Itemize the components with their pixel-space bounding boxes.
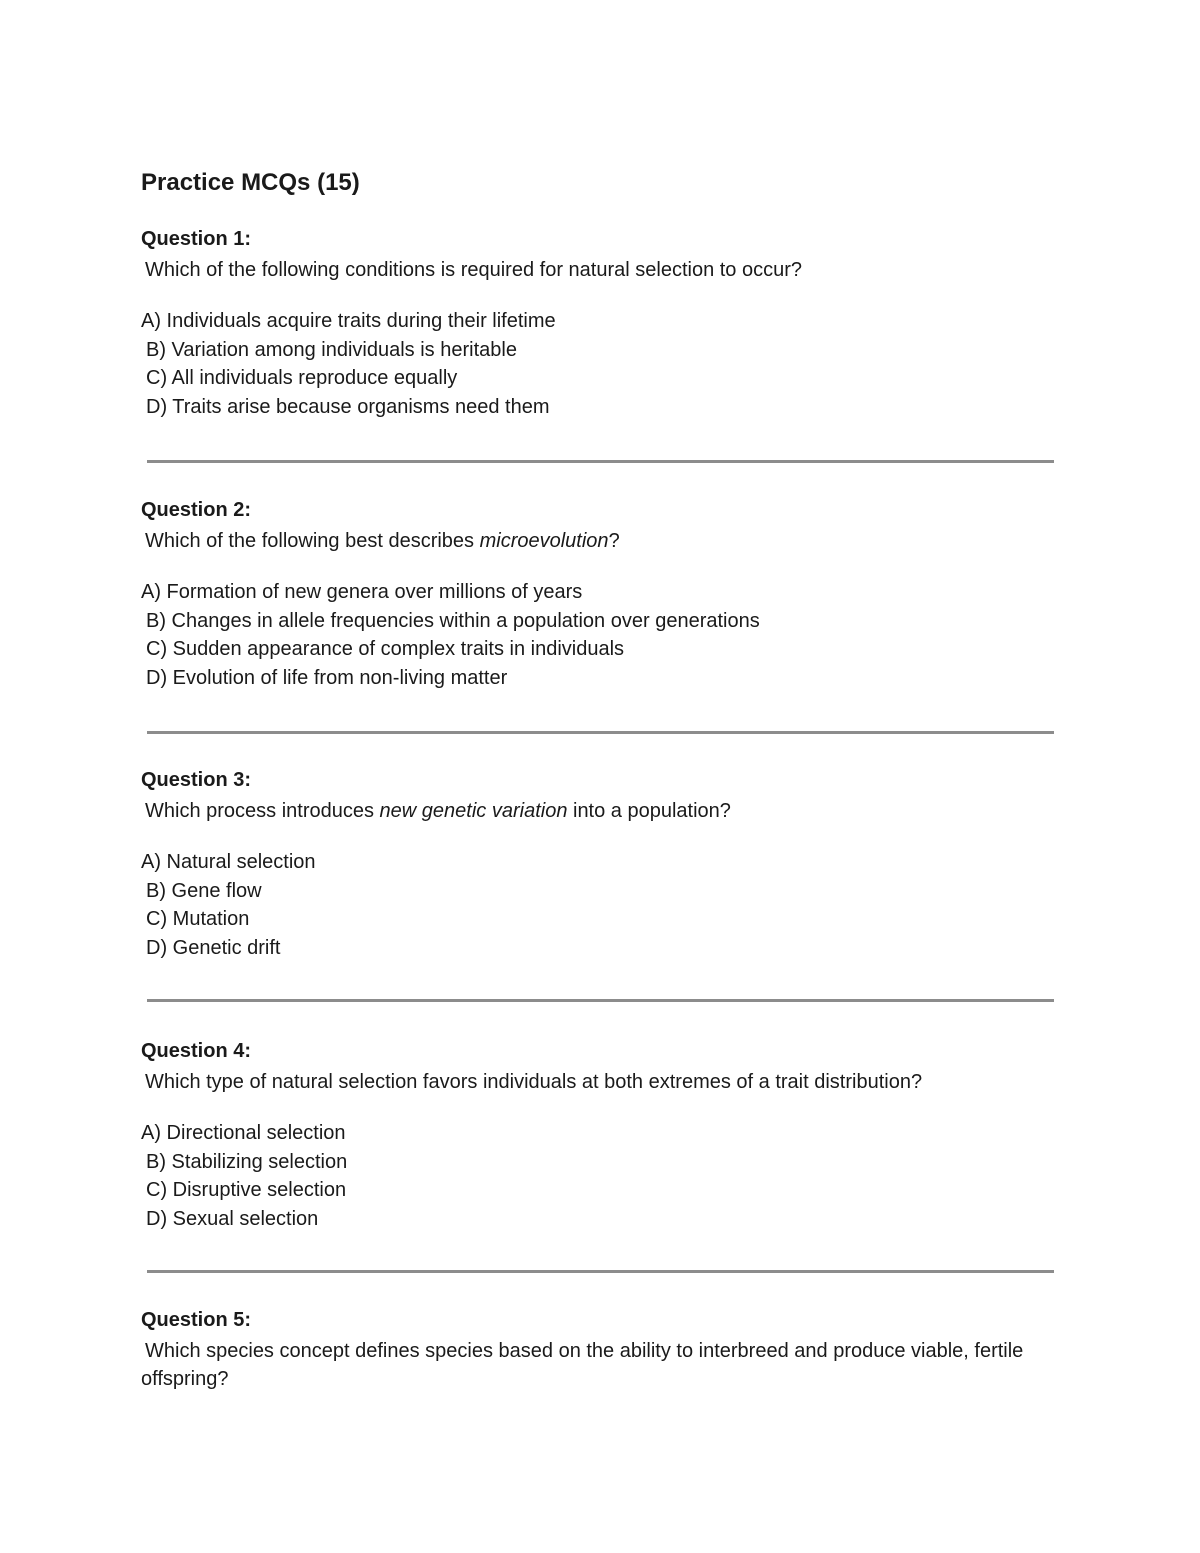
question-4-text: Which type of natural selection favors individuals at both extremes of a trait distribution? bbox=[145, 1071, 923, 1093]
question-1-label: Question 1: bbox=[141, 228, 252, 250]
question-4-options bbox=[141, 1119, 1061, 1233]
question-3-option-a: A) Natural selection bbox=[141, 851, 316, 873]
question-2-option-c: C) Sudden appearance of complex traits in individuals bbox=[146, 638, 625, 660]
question-1-text: Which of the following conditions is required for natural selection to occur? bbox=[145, 259, 803, 281]
question-2-text: Which of the following best describes microevolution? bbox=[145, 530, 620, 552]
question-3-options bbox=[141, 848, 1061, 962]
question-1 bbox=[141, 226, 1061, 421]
question-5-text: Which species concept defines species based on the ability to interbreed and produce viable, fertile offspring? bbox=[141, 1340, 1024, 1390]
question-2 bbox=[141, 497, 1061, 692]
question-2-option-a: A) Formation of new genera over millions of years bbox=[141, 581, 583, 603]
question-5 bbox=[141, 1307, 1061, 1393]
question-4 bbox=[141, 1038, 1061, 1233]
divider-1 bbox=[147, 460, 1054, 463]
question-2-options bbox=[141, 578, 1061, 692]
question-3 bbox=[141, 767, 1061, 962]
question-4-option-b: B) Stabilizing selection bbox=[146, 1150, 348, 1173]
question-1-option-d: D) Traits arise because organisms need them bbox=[146, 395, 550, 418]
question-1-option-c: C) All individuals reproduce equally bbox=[146, 367, 458, 389]
question-3-option-d: D) Genetic drift bbox=[146, 936, 281, 959]
question-4-option-d: D) Sexual selection bbox=[146, 1207, 319, 1230]
question-3-text: Which process introduces new genetic variation into a population? bbox=[145, 800, 731, 822]
question-3-option-c: C) Mutation bbox=[146, 908, 250, 930]
question-4-option-c: C) Disruptive selection bbox=[146, 1179, 347, 1201]
question-4-label: Question 4: bbox=[141, 1040, 252, 1062]
question-3-label: Question 3: bbox=[141, 769, 252, 791]
divider-3 bbox=[147, 999, 1054, 1002]
question-1-option-a: A) Individuals acquire traits during their lifetime bbox=[141, 310, 556, 332]
question-2-option-d: D) Evolution of life from non-living matter bbox=[146, 666, 508, 689]
page-title: Practice MCQs (15) bbox=[141, 169, 360, 196]
divider-4 bbox=[147, 1270, 1054, 1273]
question-2-option-b: B) Changes in allele frequencies within a population over generations bbox=[146, 609, 760, 632]
question-5-label: Question 5: bbox=[141, 1309, 252, 1331]
question-4-option-a: A) Directional selection bbox=[141, 1122, 346, 1144]
question-3-option-b: B) Gene flow bbox=[146, 879, 262, 902]
divider-2 bbox=[147, 731, 1054, 734]
question-2-label: Question 2: bbox=[141, 499, 252, 521]
question-1-options bbox=[141, 307, 1061, 421]
question-1-option-b: B) Variation among individuals is heritable bbox=[146, 338, 517, 361]
